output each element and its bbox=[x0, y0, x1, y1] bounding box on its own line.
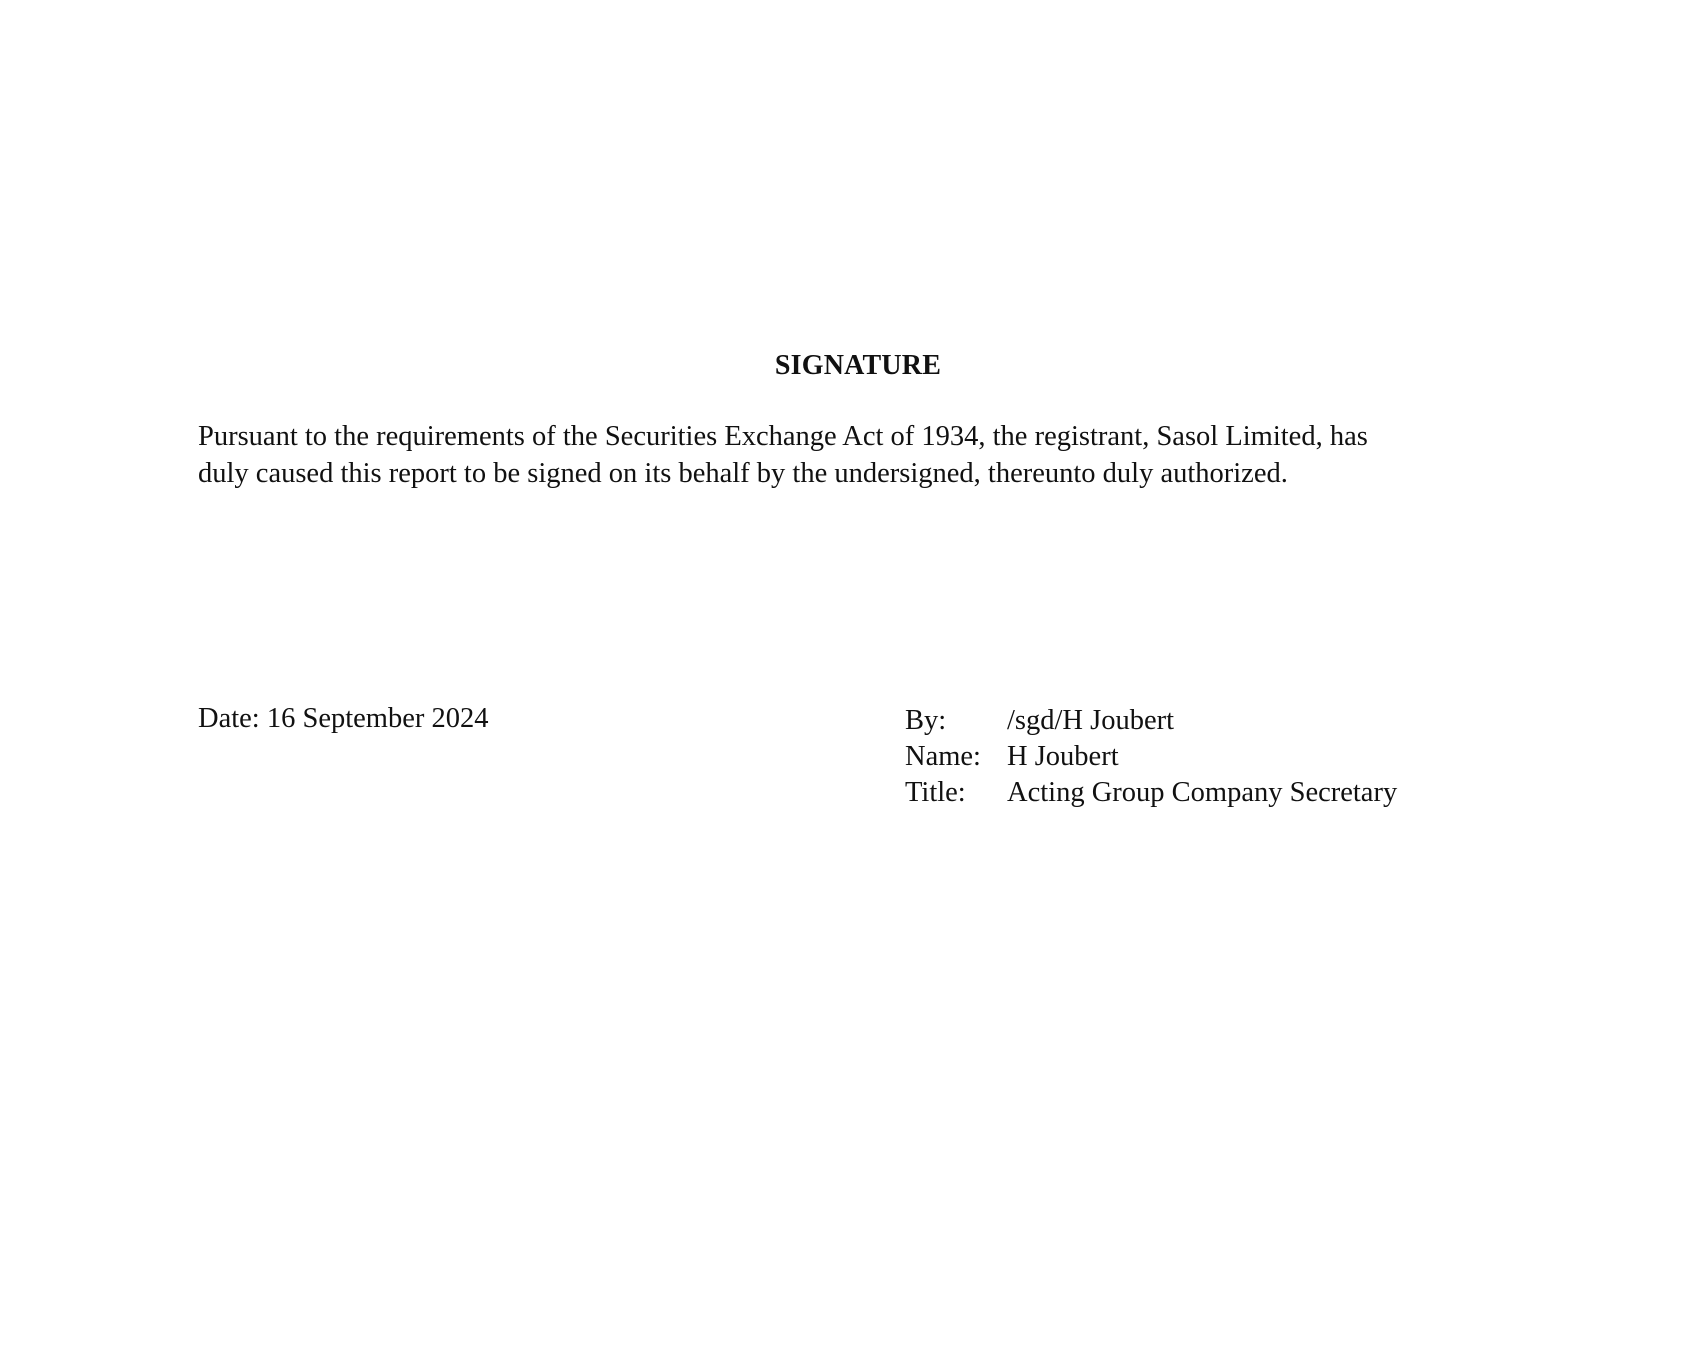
name-value: H Joubert bbox=[1007, 741, 1119, 772]
body-line-2: duly caused this report to be signed on its behalf by the undersigned, thereunto duly authorized. bbox=[198, 458, 1288, 489]
title-label: Title: bbox=[905, 777, 966, 808]
title-value: Acting Group Company Secretary bbox=[1007, 777, 1398, 808]
by-label: By: bbox=[905, 705, 947, 736]
signature-by-row bbox=[905, 703, 1397, 739]
page-title: SIGNATURE bbox=[774, 350, 942, 381]
by-value: /sgd/H Joubert bbox=[1007, 705, 1175, 736]
body-line-1: Pursuant to the requirements of the Securities Exchange Act of 1934, the registrant, Sasol Limited, has bbox=[198, 421, 1368, 452]
signature-block bbox=[905, 703, 1397, 811]
name-label: Name: bbox=[905, 741, 981, 772]
signature-date: Date: 16 September 2024 bbox=[198, 703, 489, 734]
signature-title-row bbox=[905, 775, 1397, 811]
signature-name-row bbox=[905, 739, 1397, 775]
body-paragraph bbox=[198, 418, 1518, 492]
